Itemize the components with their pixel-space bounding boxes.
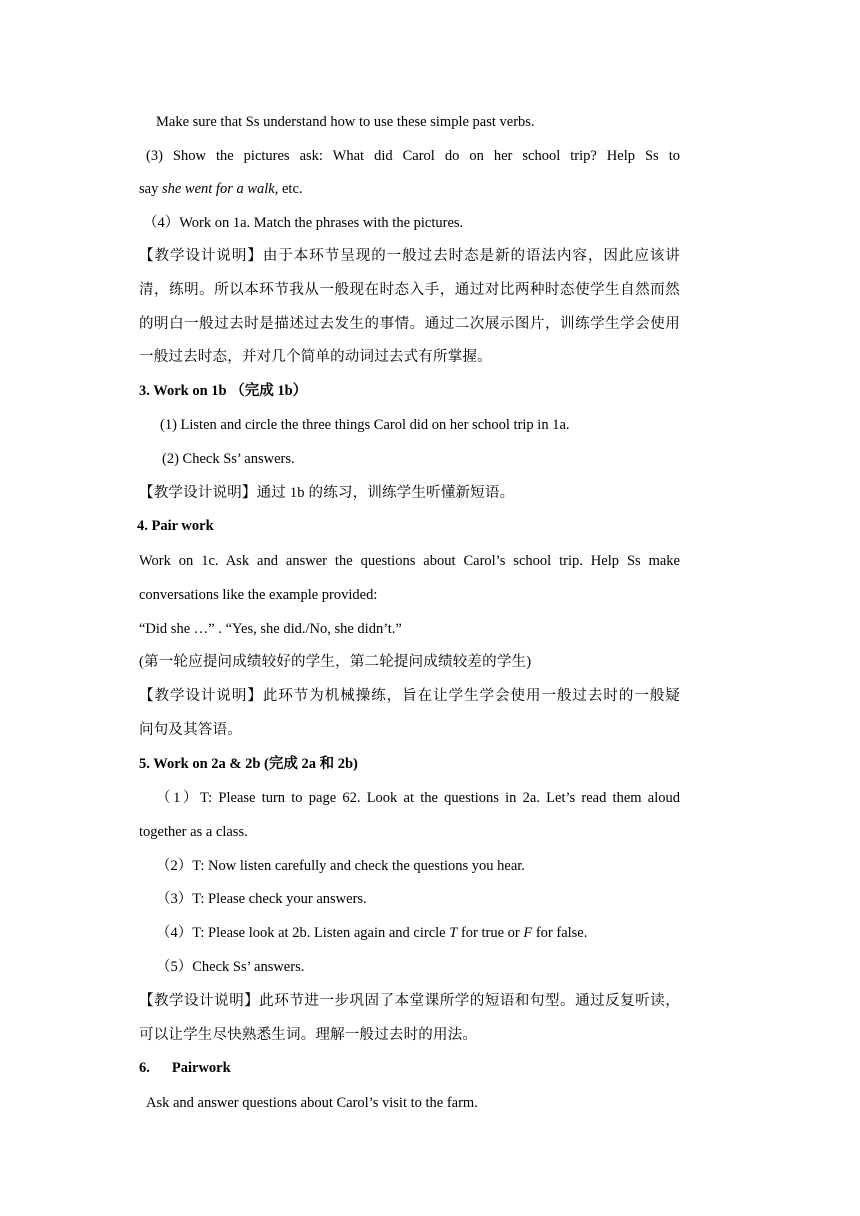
design-note-line: 【教学设计说明】此环节为机械操练，旨在让学生学会使用一般过去时的一般疑 — [139, 688, 680, 704]
italic-phrase: she went for a walk — [161, 181, 275, 197]
paragraph-line: （3）T: Please check your answers. — [156, 891, 367, 907]
paragraph-line: Make sure that Ss understand how to use these simple past verbs. — [156, 114, 535, 130]
text-span: （4）T: Please look at 2b. Listen again and circle — [156, 925, 450, 941]
italic-letter: T — [449, 925, 458, 941]
text-span: , etc. — [274, 181, 303, 197]
paragraph-line: conversations like the example provided: — [139, 587, 378, 603]
paragraph-line: (2) Check Ss’ answers. — [162, 451, 295, 467]
paragraph-line: （4）Work on 1a. Match the phrases with the pictures. — [143, 215, 464, 231]
paragraph-line: Ask and answer questions about Carol’s visit to the farm. — [146, 1095, 478, 1111]
paragraph-line: （2）T: Now listen carefully and check the questions you hear. — [156, 858, 525, 874]
paragraph-line: (第一轮应提问成绩较好的学生，第二轮提问成绩较差的学生) — [139, 654, 532, 670]
paragraph-line: (3) Show the pictures ask: What did Carol do on her school trip? Help Ss to — [146, 148, 680, 164]
design-note-line: 清，练明。所以本环节我从一般现在时态入手，通过对比两种时态使学生自然而然 — [139, 282, 680, 298]
section-heading: 4. Pair work — [137, 518, 214, 534]
paragraph-line: （1）T: Please turn to page 62. Look at the questions in 2a. Let’s read them aloud — [156, 790, 680, 806]
paragraph-line: “Did she …” . “Yes, she did./No, she didn’t.” — [139, 621, 402, 637]
design-note-line: 的明白一般过去时是描述过去发生的事情。通过二次展示图片，训练学生学会使用 — [139, 316, 680, 332]
design-note-line: 【教学设计说明】通过 1b 的练习，训练学生听懂新短语。 — [139, 485, 515, 501]
paragraph-line: (1) Listen and circle the three things Carol did on her school trip in 1a. — [160, 417, 570, 433]
italic-letter: F — [523, 925, 533, 941]
design-note-line: 可以让学生尽快熟悉生词。理解一般过去时的用法。 — [139, 1027, 478, 1043]
paragraph-line: （5）Check Ss’ answers. — [156, 959, 305, 975]
design-note-line: 【教学设计说明】此环节进一步巩固了本堂课所学的短语和句型。通过反复听读， — [139, 993, 680, 1009]
section-title: Pairwork — [171, 1060, 231, 1076]
design-note-line: 问句及其答语。 — [139, 722, 242, 738]
paragraph-line — [139, 179, 680, 199]
paragraph-line: Work on 1c. Ask and answer the questions about Carol’s school trip. Help Ss make — [139, 553, 680, 569]
design-note-line: 【教学设计说明】由于本环节呈现的一般过去时态是新的语法内容，因此应该讲 — [139, 248, 680, 264]
text-span: for false. — [532, 925, 588, 941]
paragraph-line — [156, 923, 697, 943]
text-span: for true or — [457, 925, 524, 941]
section-heading: 5. Work on 2a & 2b (完成 2a 和 2b) — [139, 756, 358, 772]
design-note-line: 一般过去时态，并对几个简单的动词过去式有所掌握。 — [139, 349, 492, 365]
section-heading: 3. Work on 1b （完成 1b） — [139, 383, 308, 399]
section-heading — [139, 1058, 680, 1078]
section-number: 6. — [139, 1060, 150, 1076]
paragraph-line: together as a class. — [139, 824, 248, 840]
text-span: say — [139, 181, 162, 197]
